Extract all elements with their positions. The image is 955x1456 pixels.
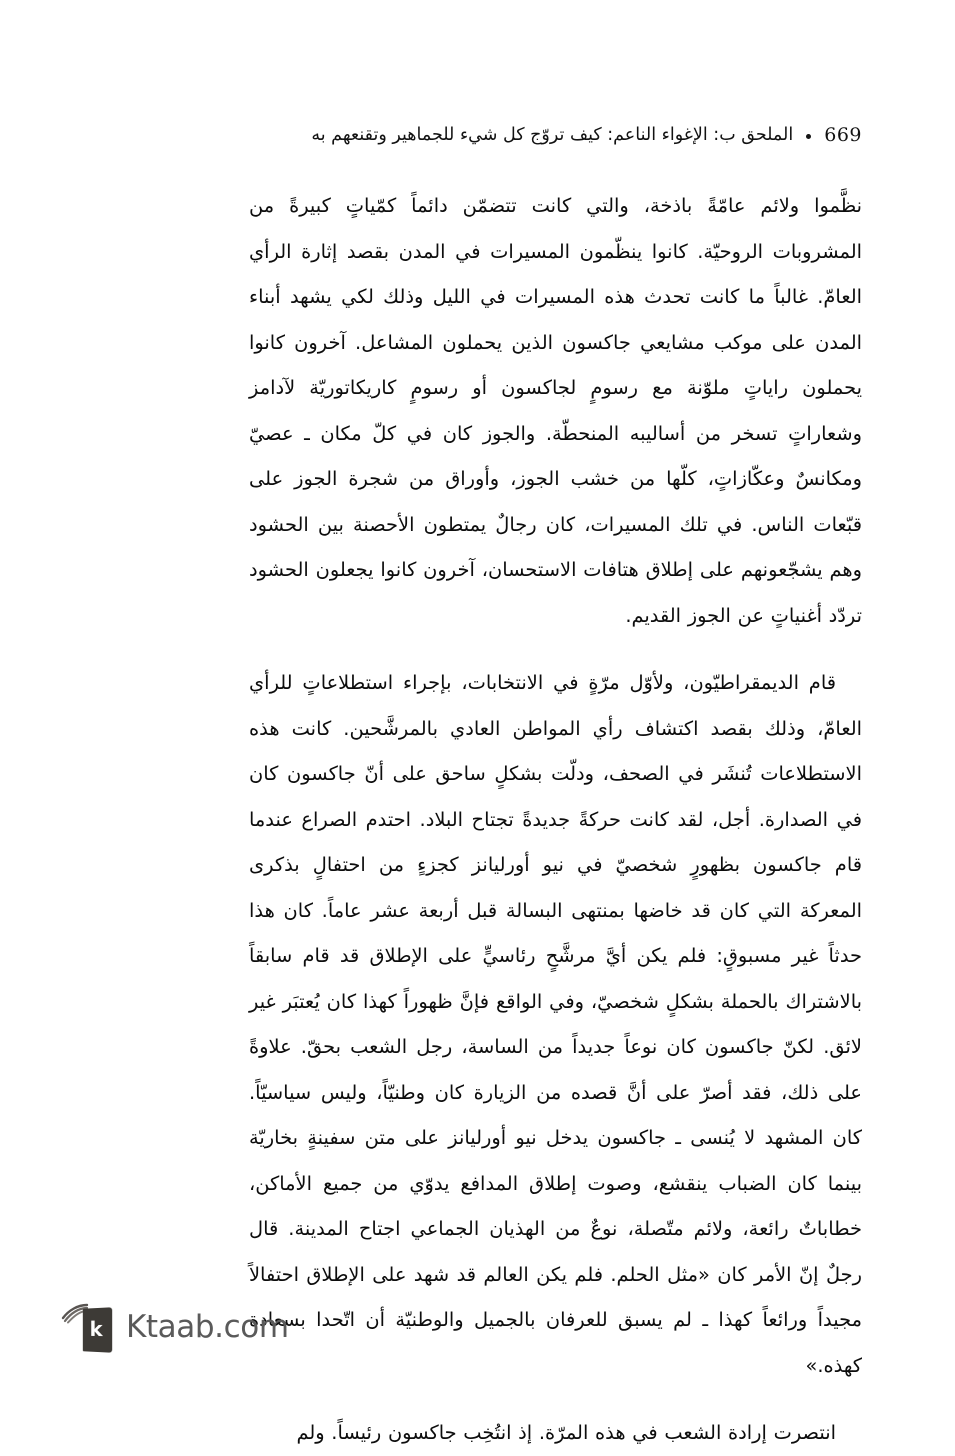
paragraph: نظَّموا ولائم عامّةً باذخة، والتي كانت تتضمّن دائماً كمّياتٍ كبيرةً من المشروبات الروحيّة. كانوا ينظّمون المسيرات في المدن بقصد إثارة الرأي العامّ. غالباً ما كانت تحدث هذه المسيرات في الليل وذلك لكي يشهد أبناء المدن على موكب مشايعي جاكسون الذين يحملون المشاعل. آخرون كانوا يحملون راياتٍ ملوّنة مع رسومٍ لجاكسون أو رسومٍ كاريكاتوريّة لآدامز وشعاراتٍ تسخر من أساليبه المنحطّة. والجوز كان في كلّ مكان ـ عصيّ ومكانسٌ وعكّازاتٍ، كلّها من خشب الجوز، وأوراق من شجرة الجوز على قبّعات الناس. في تلك المسيرات، كان رجالٌ يمتطون الأحصنة بين الحشود وهم يشجّعونهم على إطلاق هتافات الاستحسان، آخرون كانوا يجعلون الحشود تردّد أغنياتٍ عن الجوز القديم.: [249, 194, 862, 627]
watermark-brand: Ktaab.com: [126, 1308, 289, 1345]
book-cover: [83, 1307, 112, 1353]
bullet-icon: [806, 134, 811, 139]
logo-letter: k: [89, 1316, 103, 1342]
body-text-block: [249, 183, 862, 1456]
running-head: [93, 118, 862, 152]
paragraph: قام الديمقراطيّون، ولأوّل مرّةٍ في الانتخابات، بإجراء استطلاعاتٍ للرأي العامّ، وذلك بقصد اكتشاف رأي المواطن العادي بالمرشَّحين. كانت هذه الاستطلاعات تُنشَر في الصحف، ودلّت بشكلٍ ساحق على أنّ جاكسون كان في الصدارة. أجل، لقد كانت حركةً جديدةً تجتاح البلاد. احتدم الصراع عندما قام جاكسون بظهورٍ شخصيّ في نيو أورليانز كجزءٍ من احتفالٍ بذكرى المعركة التي كان قد خاضها بمنتهى البسالة قبل أربعة عشر عاماً. كان هذا حدثاً غير مسبوقٍ: فلم يكن أيَّ مرشَّحٍ رئاسيٍّ على الإطلاق قد قام سابقاً بالاشتراك بالحملة بشكلٍ شخصيّ، وفي الواقع فإنَّ ظهوراً كهذا كان يُعتبَر غير لائق. لكنّ جاكسون كان نوعاً جديداً من الساسة، رجل الشعب بحقّ. علاوةً على ذلك، فقد أصرّ على أنَّ قصده من الزيارة كان وطنيّاً، وليس سياسيّاً. كان المشهد لا يُنسى ـ جاكسون يدخل نيو أورليانز على متن سفينةٍ بخاريّة بينما كان الضباب ينقشع، وصوت إطلاق المدافع يدوّي من جميع الأماكن، خطاباتٌ رائعة، ولائم متّصلة، نوعٌ من الهذيان الجماعي اجتاح المدينة. قال رجلٌ إنّ الأمر كان «مثل الحلم. فلم يكن العالم قد شهد على الإطلاق احتفالاً مجيداً ورائعاً كهذا ـ لم يسبق للعرفان بالجميل والوطنيّة أن اتّحدا بسعادة كهذه.»: [249, 671, 862, 1377]
page-number: 669: [824, 124, 862, 146]
running-head-title: الملحق ب: الإغواء الناعم: كيف تروّج كل شيء للجماهير وتقنعهم به: [311, 124, 794, 145]
open-book-icon: [62, 1294, 116, 1356]
paragraph: انتصرت إرادة الشعب في هذه المرّة. إذ انتُخِب جاكسون رئيساً. ولم: [296, 1421, 836, 1444]
watermark: [62, 1294, 289, 1356]
